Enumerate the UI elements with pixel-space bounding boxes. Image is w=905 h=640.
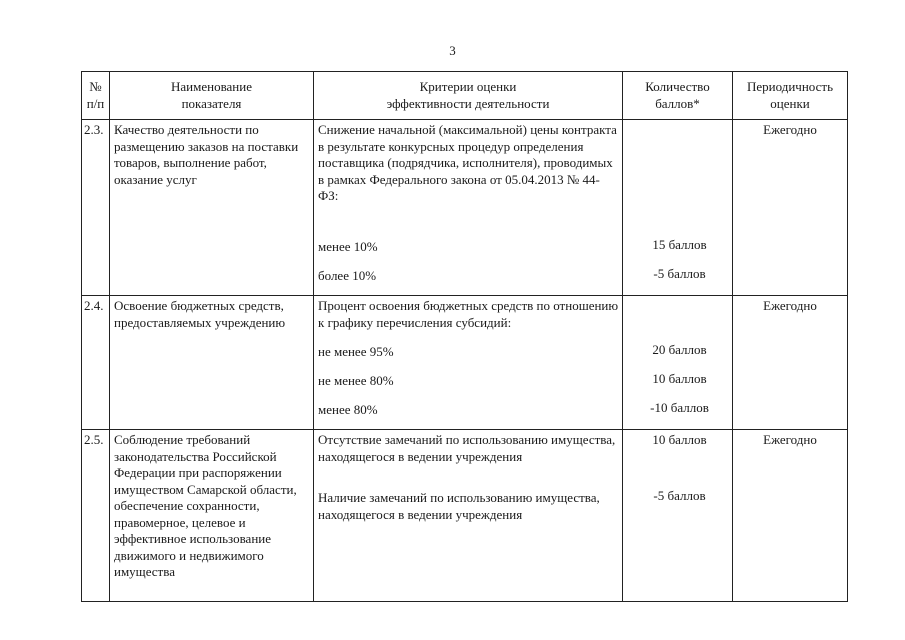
criteria-option: Отсутствие замечаний по использованию имущества, находящегося в ведении учреждения (318, 432, 616, 464)
row-number: 2.4. (82, 296, 110, 430)
period-cell: Ежегодно (733, 120, 848, 296)
points-value: -5 баллов (653, 266, 706, 281)
criteria-table (81, 71, 848, 602)
indicator-name: Освоение бюджетных средств, предоставляемых учреждению (110, 296, 314, 430)
points-cell (623, 430, 733, 602)
criteria-option: Наличие замечаний по использованию имущества, находящегося в ведении учреждения (318, 490, 600, 522)
table-row (82, 296, 848, 430)
points-cell (623, 120, 733, 296)
points-value: 20 баллов (652, 342, 707, 357)
indicator-name: Соблюдение требований законодательства Российской Федерации при распоряжении имуществом Самарской области, обеспечение сохранности, правомерное, целевое и эффективное использование движимого и недвижимого имущества (110, 430, 314, 602)
points-value: 10 баллов (652, 371, 707, 386)
header-name: Наименование показателя (110, 72, 314, 120)
header-period: Периодичность оценки (733, 72, 848, 120)
criteria-intro: Процент освоения бюджетных средств по отношению к графику перечисления субсидий: (318, 298, 619, 330)
points-value: 10 баллов (652, 432, 707, 447)
points-value: -10 баллов (650, 400, 709, 415)
indicator-name: Качество деятельности по размещению заказов на поставки товаров, выполнение работ, оказание услуг (110, 120, 314, 296)
header-criteria: Критерии оценки эффективности деятельности (314, 72, 623, 120)
row-number: 2.5. (82, 430, 110, 602)
table-header-row (82, 72, 848, 120)
criteria-option: менее 10% (318, 239, 378, 254)
header-points: Количество баллов* (623, 72, 733, 120)
points-cell (623, 296, 733, 430)
points-value: -5 баллов (653, 488, 706, 503)
table-row (82, 430, 848, 602)
table-row (82, 120, 848, 296)
criteria-option: менее 80% (318, 402, 378, 417)
criteria-option: более 10% (318, 268, 377, 283)
criteria-cell (314, 430, 623, 602)
criteria-cell (314, 296, 623, 430)
page-number: 3 (449, 43, 456, 58)
criteria-option: не менее 80% (318, 373, 394, 388)
header-num: № п/п (82, 72, 110, 120)
criteria-cell (314, 120, 623, 296)
criteria-intro: Снижение начальной (максимальной) цены контракта в результате конкурсных процедур определения поставщика (подрядчика, исполнителя), проводимых в рамках Федерального закона от 05.04.2013 № 44-ФЗ: (318, 122, 617, 203)
period-cell: Ежегодно (733, 296, 848, 430)
period-cell: Ежегодно (733, 430, 848, 602)
points-value: 15 баллов (652, 237, 707, 252)
row-number: 2.3. (82, 120, 110, 296)
criteria-option: не менее 95% (318, 344, 394, 359)
